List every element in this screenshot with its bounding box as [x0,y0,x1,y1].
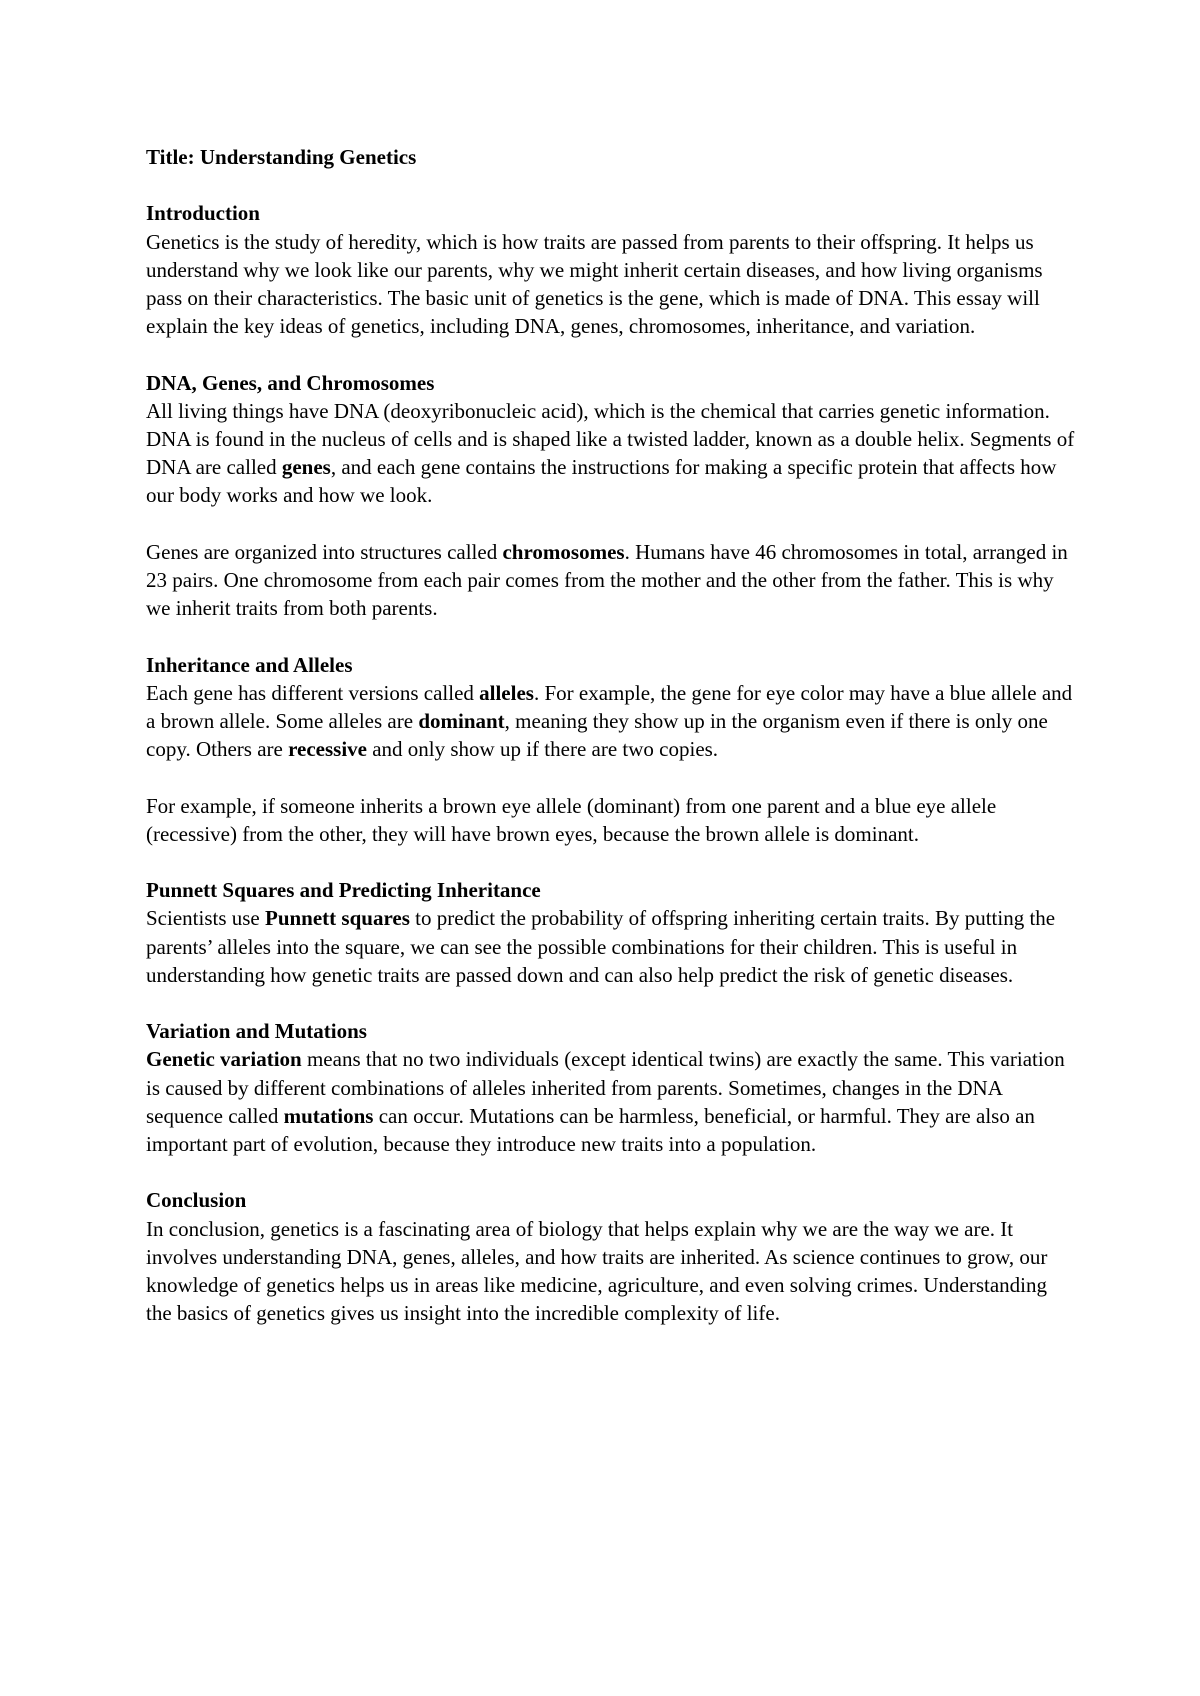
document-page [146,143,1076,1356]
text-run: to predict the probability of offspring inheriting certain traits. By putting the parents’ alleles into the square, we can see the possible combinations for their children. This is useful in understanding how genetic traits are passed down and can also help predict the risk of genetic diseases. [146,906,1056,987]
paragraph [146,679,1076,764]
section-heading: Inheritance and Alleles [146,652,353,677]
section [146,369,1076,623]
document-body [146,199,1076,1327]
bold-term: recessive [288,737,367,762]
text-run: All living things have DNA (deoxyribonucleic acid), which is the chemical that carries genetic information. DNA is found in the nucleus of cells and is shaped like a twisted ladder, known as a double helix. Segments of DNA are called [146,398,1075,480]
section [146,876,1076,989]
section [146,651,1076,848]
bold-term: genes [281,455,331,480]
bold-term: dominant [418,709,505,733]
text-run: Genetics is the study of heredity, which is how traits are passed from parents to their offspring. It helps us understand why we look like our parents, why we might inherit certain diseases, and how living organisms pass on their characteristics. The basic unit of genetics is the gene, which is made of DNA. This essay will explain the key ideas of genetics, including DNA, genes, chromosomes, inheritance, and variation. [146,229,1043,339]
text-run: can occur. Mutations can be harmless, beneficial, or harmful. They are also an important part of evolution, because they introduce new traits into a population. [146,1103,1035,1156]
text-run: , meaning they show up in the organism even if there is only one copy. Others are [146,709,1048,762]
section [146,199,1076,340]
text-run: Each gene has different versions called [146,680,480,705]
document-title: Title: Understanding Genetics [146,145,417,169]
section-heading: Punnett Squares and Predicting Inheritance [146,878,541,903]
section-heading: Introduction [146,201,260,226]
paragraph [146,904,1076,989]
text-run: . For example, the gene for eye color may have a blue allele and a brown allele. Some alleles are [146,680,1073,733]
bold-term: mutations [283,1103,374,1128]
paragraph [146,792,1076,848]
text-run: Scientists use [146,906,265,931]
paragraph [146,1215,1076,1328]
section-heading: DNA, Genes, and Chromosomes [146,370,435,395]
bold-term: Punnett squares [265,906,410,931]
paragraph [146,228,1076,341]
paragraph [146,1045,1076,1158]
text-run: means that no two individuals (except identical twins) are exactly the same. This variation is caused by different combinations of alleles inherited from parents. Sometimes, changes in the DNA sequence called [146,1047,1065,1128]
bold-term: Genetic variation [146,1047,302,1072]
text-run: , and each gene contains the instructions for making a specific protein that affects how our body works and how we look. [146,455,1057,508]
paragraph [146,397,1076,510]
paragraph [146,538,1076,623]
bold-term: alleles [479,680,534,705]
text-run: For example, if someone inherits a brown eye allele (dominant) from one parent and a blue eye allele (recessive) from the other, they will have brown eyes, because the brown allele is dominant. [146,793,997,846]
section [146,1017,1076,1158]
section-heading: Conclusion [146,1188,247,1213]
text-run: In conclusion, genetics is a fascinating area of biology that helps explain why we are the way we are. It involves understanding DNA, genes, alleles, and how traits are inherited. As science continues to grow, our knowledge of genetics helps us in areas like medicine, agriculture, and even solving crimes. Understanding the basics of genetics gives us insight into the incredible complexity of life. [146,1216,1048,1326]
text-run: . Humans have 46 chromosomes in total, arranged in 23 pairs. One chromosome from each pair comes from the mother and the other from the father. This is why we inherit traits from both parents. [146,539,1068,621]
section [146,1186,1076,1327]
section-heading: Variation and Mutations [146,1019,367,1044]
bold-term: chromosomes [502,539,625,564]
text-run: Genes are organized into structures called [146,539,503,564]
text-run: and only show up if there are two copies. [366,737,719,762]
